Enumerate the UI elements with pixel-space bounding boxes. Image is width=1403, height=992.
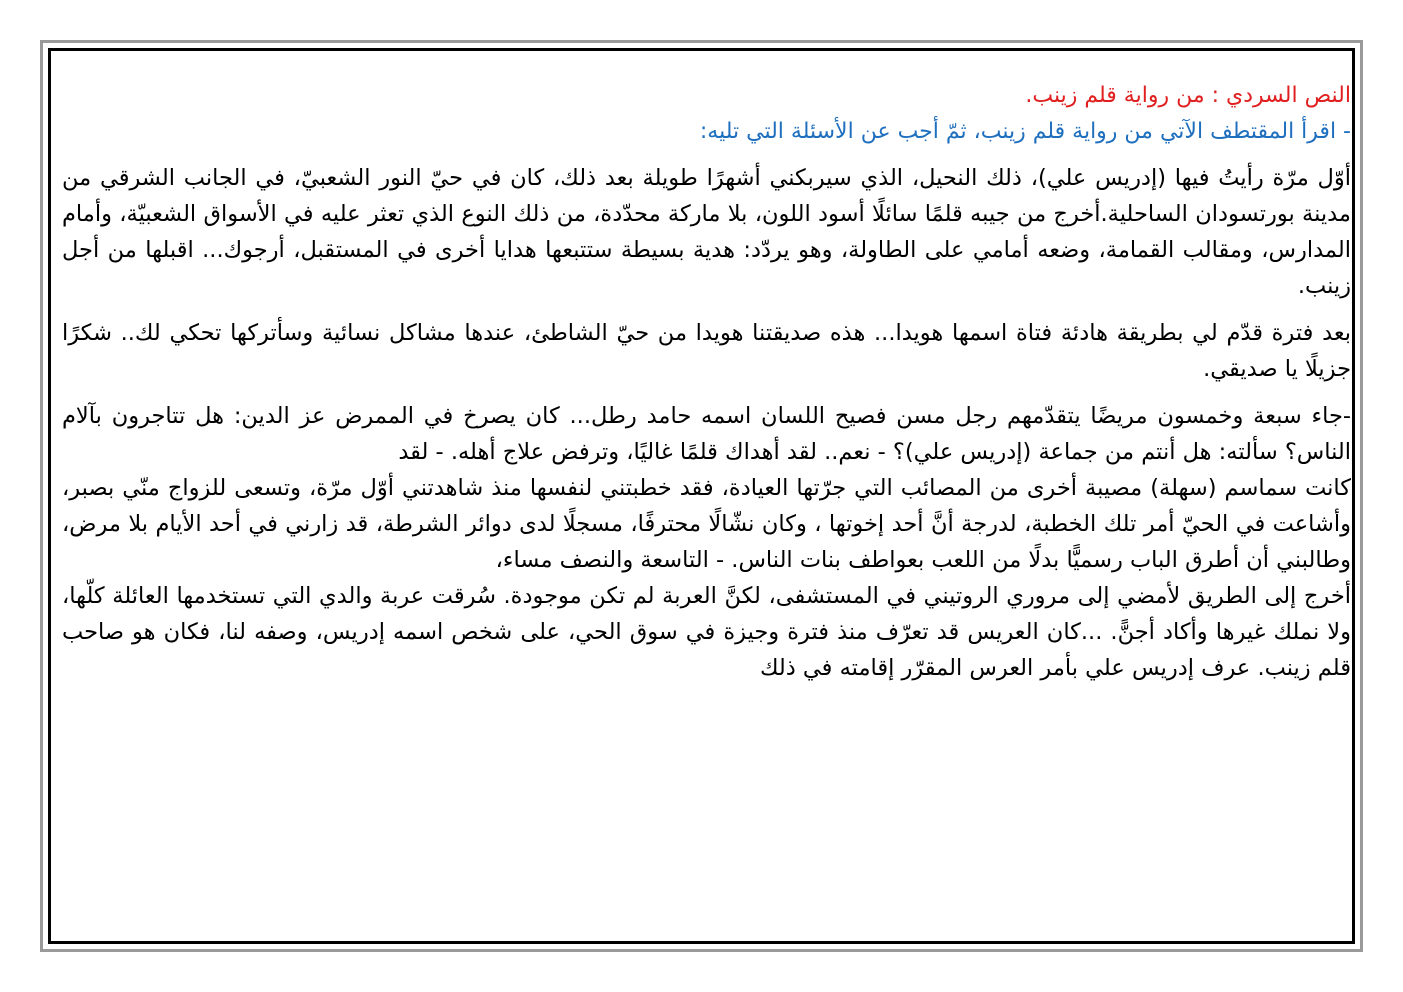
paragraph-1: أوّل مرّة رأيتُ فيها (إدريس علي)، ذلك النحيل، الذي سيربكني أشهرًا طويلة بعد ذلك، كان في حيّ النور الشعبيّ، في الجانب الشرقي من مدينة بورتسودان الساحلية.أخرج من جيبه قلمًا سائلًا أسود اللون، بلا ماركة محدّدة، من ذلك النوع الذي تعثر عليه في الأسواق الشعبيّة، وأمام المدارس، ومقالب القمامة، وضعه أمامي على الطاولة، وهو يردّد: هدية بسيطة ستتبعها هدايا أخرى في المستقبل، أرجوك... اقبلها من أجل زينب. <box>62 165 1351 299</box>
paragraph-4: كانت سماسم (سهلة) مصيبة أخرى من المصائب التي جرّتها العيادة، فقد خطبتني لنفسها منذ شاهدتني أوّل مرّة، وتسعى للزواج منّي بصبر، وأشاعت في الحيّ أمر تلك الخطبة، لدرجة أنَّ أحد إخوتها ، وكان نشّالًا محترفًا، مسجلًا لدى دوائر الشرطة، قد زارني في أحد الأيام بلا مرض، وطالبني أن أطرق الباب رسميًّا بدلًا من اللعب بعواطف بنات الناس. - التاسعة والنصف مساء، <box>62 475 1351 573</box>
paragraph-3: -جاء سبعة وخمسون مريضًا يتقدّمهم رجل مسن فصيح اللسان اسمه حامد رطل... كان يصرخ في الممرض عز الدين: هل تتاجرون بآلام الناس؟ سألته: هل أنتم من جماعة (إدريس علي)؟ - نعم.. لقد أهداك قلمًا غاليًا، وترفض علاج أهله. - لقد <box>62 403 1351 465</box>
paragraph-2: بعد فترة قدّم لي بطريقة هادئة فتاة اسمها هويدا... هذه صديقتنا هويدا من حيّ الشاطئ، عندها مشاكل نسائية وسأتركها تحكي لك.. شكرًا جزيلًا يا صديقي. <box>62 320 1351 382</box>
section-heading: النص السردي : من رواية قلم زينب. <box>1025 83 1351 108</box>
document-body <box>62 78 1351 686</box>
paragraph-5: أخرج إلى الطريق لأمضي إلى مروري الروتيني في المستشفى، لكنَّ العربة لم تكن موجودة. سُرقت عربة والدي التي تستخدمها العائلة كلّها، ولا نملك غيرها وأكاد أجنًّ. ...كان العريس قد تعرّف منذ فترة وجيزة في سوق الحي، على شخص اسمه إدريس، وصفه لنا، فكان هو صاحب قلم زينب. عرف إدريس علي بأمر العرس المقرّر إقامته في ذلك <box>62 583 1351 681</box>
instruction-line: - اقرأ المقتطف الآتي من رواية قلم زينب، ثمّ أجب عن الأسئلة التي تليه: <box>699 119 1351 144</box>
